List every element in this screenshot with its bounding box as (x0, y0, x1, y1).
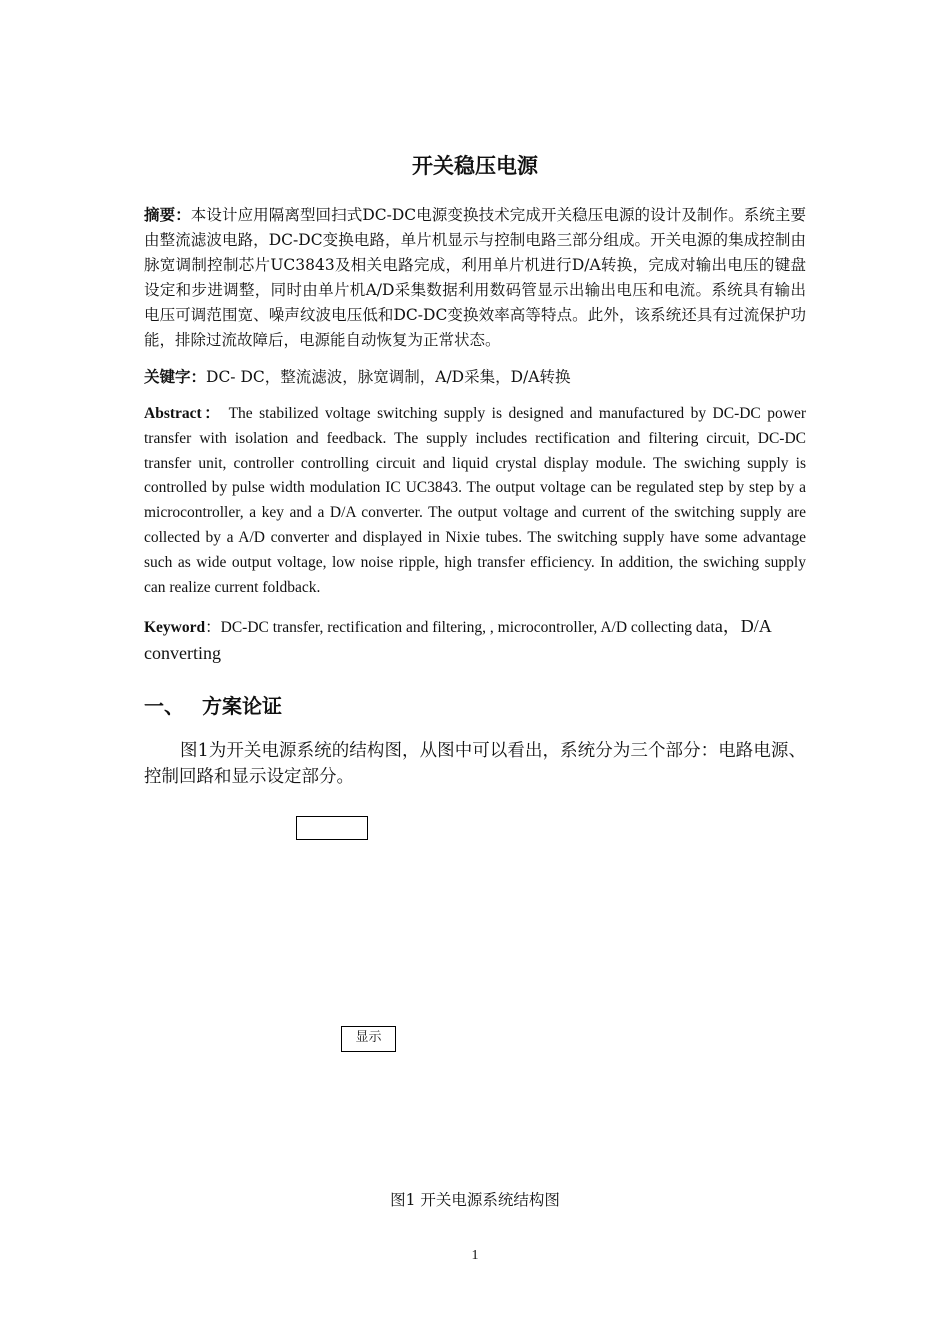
keywords-en-label: Keyword (144, 619, 206, 636)
keywords-en-text-a: ：DC-DC transfer, rectification and filtering, , microcontroller, A/D collecting dat (205, 619, 715, 636)
abstract-en-text: The stabilized voltage switching supply is designed and manufactured by DC-DC power transfer with isolation and feedback. The supply includes rectification and filtering circuit, DC-DC transfer unit, controller controlling circuit and liquid crystal display module. The swiching supply is controlled by pulse width modulation IC UC3843. The output voltage can be regulated step by step by a microcontroller, a key and a D/A converter. The output voltage and current of the switching supply are collected by a A/D converter and displayed in Nixie tubes. The switching supply have some advantage such as wide output voltage, low noise ripple, high transfer efficiency. In addition, the swiching supply can realize current foldback. (144, 405, 806, 596)
abstract-en-label: Abstract： (144, 405, 223, 422)
keywords-en-text-b: a，D/A converting (144, 616, 771, 663)
section-title: 方案论证 (202, 694, 282, 718)
keywords-en (144, 614, 806, 668)
abstract-cn-text: 本设计应用隔离型回扫式DC-DC电源变换技术完成开关稳压电源的设计及制作。系统主要由整流滤波电路，DC-DC变换电路，单片机显示与控制电路三部分组成。开关电源的集成控制由脉宽调制控制芯片UC3843及相关电路完成，利用单片机进行D/A转换，完成对输出电压的键盘设定和步进调整，同时由单片机A/D采集数据利用数码管显示出输出电压和电流。系统具有输出电压可调范围宽、噪声纹波电压低和DC-DC变换效率高等特点。此外，该系统还具有过流保护功能，排除过流故障后，电源能自动恢复为正常状态。 (144, 206, 806, 349)
diagram-box-display: 显示 (341, 1026, 396, 1052)
abstract-cn (144, 203, 806, 353)
section-body: 图1为开关电源系统的结构图，从图中可以看出，系统分为三个部分：电路电源、控制回路和显示设定部分。 (144, 741, 806, 787)
section-number: 一、 (144, 694, 184, 718)
keywords-cn-label: 关键字： (144, 368, 207, 386)
document-title: 开关稳压电源 (412, 154, 538, 178)
abstract-en (144, 402, 806, 600)
keywords-cn-text: DC- DC，整流滤波，脉宽调制，A/D采集，D/A转换 (206, 368, 571, 386)
section-heading (144, 690, 282, 719)
figure-caption: 图1 开关电源系统结构图 (390, 1191, 560, 1209)
keywords-cn (144, 365, 806, 390)
abstract-cn-label: 摘要： (144, 206, 191, 224)
page-number: 1 (471, 1248, 479, 1263)
diagram-box-top (296, 816, 368, 840)
